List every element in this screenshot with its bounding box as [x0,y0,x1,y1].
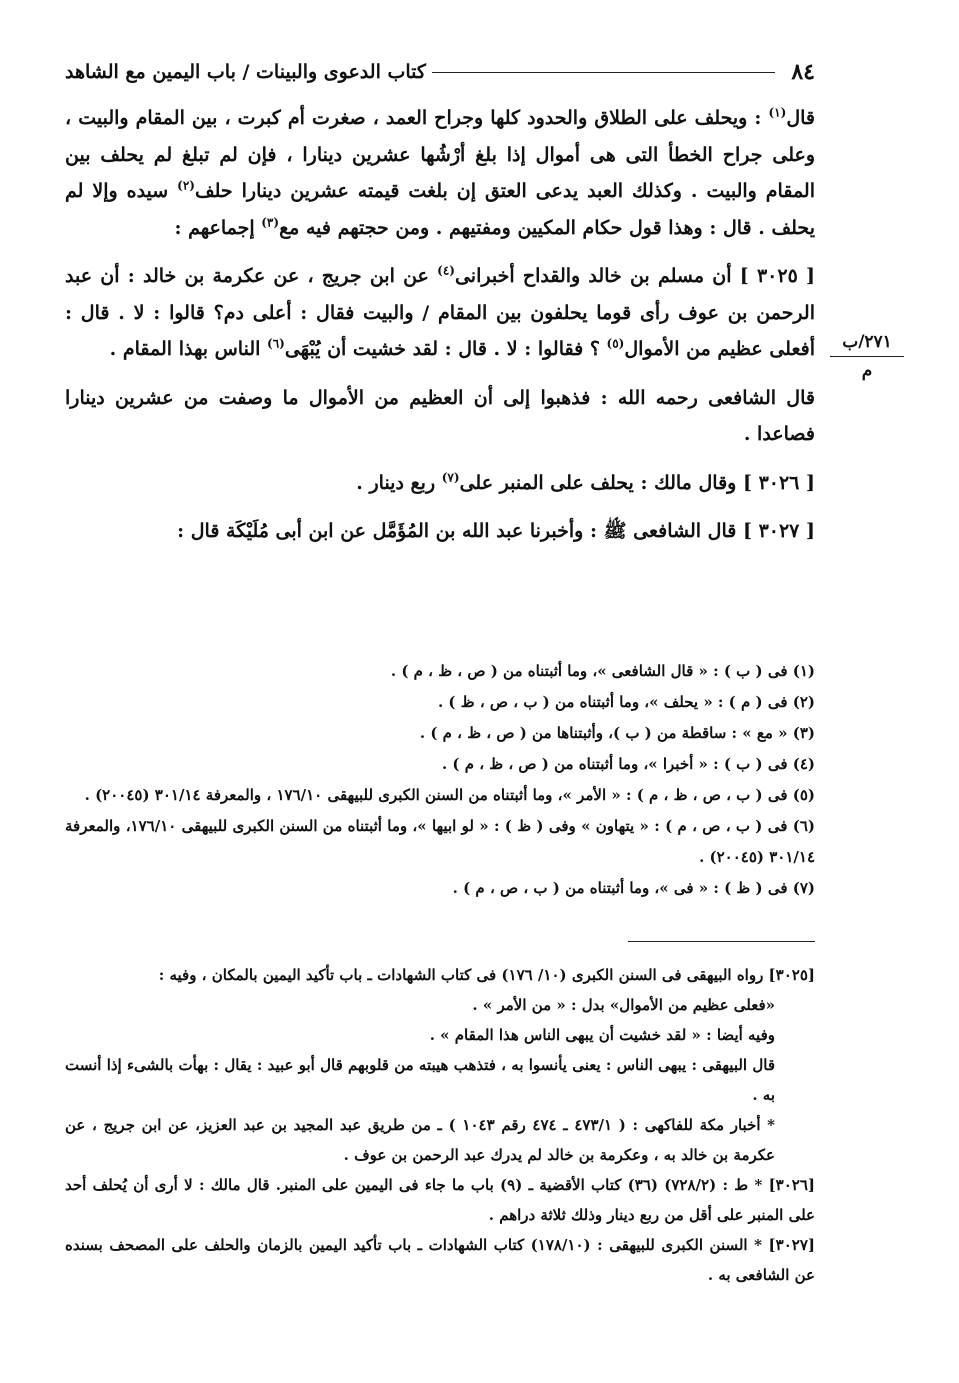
header-title: كتاب الدعوى والبينات / باب اليمين مع الشاهد [65,61,426,83]
footnote-item: (٣) « مع » : ساقطة من ( ب )، وأثبتناها من ( ص ، ظ ، م ) . [419,724,815,742]
hadith-number: [ ٣٠٢٦ ] [742,471,815,494]
footnotes [65,656,815,904]
footnote-item: (٤) فى ( ب ) : « أخبرا »، وما أثبتناه من ( ص ، ظ ، م ) . [441,755,815,773]
takhrij-item: [٣٠٢٦] * ط : (٧٢٨/٢) (٣٦) كتاب الأقضية ـ (٩) باب ما جاء فى اليمين على المنبر. قال مالك : لا أرى أن يُحلف أحد على المنبر على أقل من ربع دينار وذلك ثلاثة دراهم . [65,1176,816,1224]
hadith-number: [ ٣٠٢٧ ] [742,520,815,542]
footnote-ref: (١) [768,105,787,120]
footnote-ref: (٤) [437,263,455,278]
running-header [65,55,815,89]
takhrij-item: قال البيهقى : يبهى الناس : يعنى يأنسوا به ، فتذهب هيبته من قلوبهم قال أبو عبيد : يقال : بهأت بالشىء إذا أنست به . [65,1056,775,1104]
takhrij-item: «فعلى عظيم من الأموال» بدل : « من الأمر » . [472,996,775,1014]
text-run: وقال مالك : يحلف على المنبر على [459,471,743,494]
footnote-item: (٥) فى ( ب ، ص ، ظ ، م ) : « الأمر »، وما أثبتناه من السنن الكبرى للبيهقى ١٧٦/١٠ ، والمعرفة ٣٠١/١٤ (٢٠٠٤٥) . [84,786,815,804]
text-run: قال الشافعى رحمه الله : فذهبوا إلى أن العظيم من الأموال ما وصفت من عشرين دينارا فصاعدا . [65,386,815,445]
text-run: سيده وإلا لم يحلف . قال : وهذا قول حكام المكيين ومفتيهم . ومن حجتهم فيه مع [65,180,815,239]
paragraph-shafii [65,380,815,453]
text-run: عن ابن جريج ، عن عكرمة بن خالد : أن عبد الرحمن بن عوف رأى قوما يحلفون بين المقام / والبيت فقال : أعلى دم؟ قالوا : لا . قال : أفعلى عظيم من الأموال [65,265,815,360]
footnote-ref: (٢) [177,178,195,193]
paragraph-3026 [65,465,815,502]
margin-note [830,332,904,381]
takhrij-item: [٣٠٢٧] * السنن الكبرى للبيهقى : (١٧٨/١٠) كتاب الشهادات ـ باب تأكيد اليمين بالزمان والحلف على المصحف بسنده عن الشافعى به . [65,1236,815,1284]
takhrij-notes [65,960,815,1290]
text-run: : ويحلف على الطلاق والحدود كلها وجراح العمد ، صغرت أم كبرت ، بين المقام والبيت ، وعلى جراح الخطأ التى هى أموال إذا بلغ أرْشُها عشرين دينارا ، فإن لم تبلغ لم يحلف بين المقام والبيت . وكذلك العبد يدعى العتق إن بلغت قيمته عشرين دينارا حلف [65,107,815,202]
footnote-item: (٧) فى ( ظ ) : « فى »، وما أثبتناه من ( ب ، ص ، م ) . [452,879,815,897]
header-rule [432,72,775,73]
paragraph-3025 [65,258,815,368]
folio-marker: ٢٧١/ب [842,332,892,352]
text-run: إجماعهم : [174,216,262,239]
takhrij-item: * أخبار مكة للفاكهى : ( ٤٧٣/١ ـ ٤٧٤ رقم ١٠٤٣ ) ـ من طريق عبد المجيد بن عبد العزيز، عن ابن جريج ، عن عكرمة بن خالد به ، وعكرمة بن خالد لم يدرك عبد الرحمن بن عوف . [65,1116,776,1164]
text-run: الناس بهذا المقام . [109,338,268,360]
text-run: أن مسلم بن خالد والقداح أخبرانى [454,265,740,287]
footnote-ref: (٦) [267,336,285,351]
main-text [65,100,815,562]
paragraph-3027 [65,513,815,550]
page-number: ٨٤ [791,59,815,85]
footnote-item: (٢) فى ( م ) : « يحلف »، وما أثبتناه من ( ب ، ص ، ظ ) . [437,693,815,711]
footnote-ref: (٥) [606,336,625,351]
footnote-ref: (٧) [441,470,460,485]
paragraph-1 [65,100,815,246]
text-run: ؟ فقالوا : لا . قال : لقد خشيت أن يُبْهَى [284,338,607,360]
takhrij-item: [٣٠٢٥] رواه البيهقى فى السنن الكبرى (١٠/ ١٧٦) فى كتاب الشهادات ـ باب تأكيد اليمين بالمكان ، وفيه : [158,966,815,984]
text-run: ربع دينار . [356,471,442,494]
takhrij-item: وفيه أيضا : « لقد خشيت أن يبهى الناس هذا المقام » . [429,1026,775,1044]
footnote-item: (٦) فى ( ب ، ص ، م ) : « يتهاون » وفى ( ظ ) : « لو ابيها »، وما أثبتناه من السنن الكبرى للبيهقى ١٧٦/١٠، والمعرفة ٣٠١/١٤ (٢٠٠٤٥) . [65,817,815,866]
margin-rule [830,356,904,357]
footnote-separator [628,941,815,942]
text-run: قال [786,107,815,129]
manuscript-marker: م [861,361,873,381]
hadith-number: [ ٣٠٢٥ ] [739,265,816,287]
text-run: قال الشافعى ﷺ : وأخبرنا عبد الله بن المُؤَمَّل عن ابن أبى مُلَيْكَة قال : [177,520,743,542]
footnote-item: (١) فى ( ب ) : « قال الشافعى »، وما أثبتناه من ( ص ، ظ ، م ) . [390,662,815,680]
footnote-ref: (٣) [261,215,280,230]
